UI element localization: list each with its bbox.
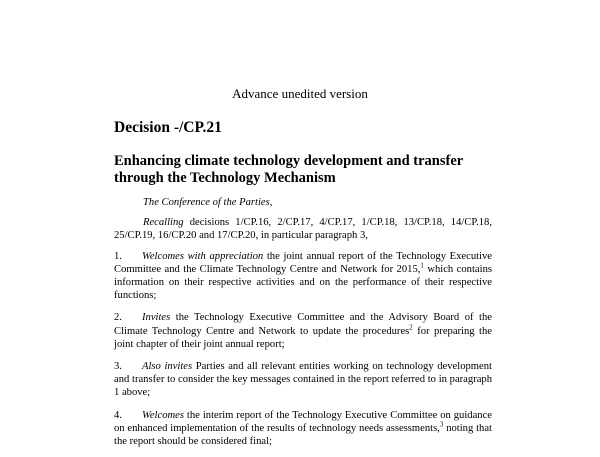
paragraph-lead: Invites [142,312,171,324]
paragraph-lead: Also invites [142,361,193,373]
paragraph-1 [114,250,492,303]
paragraph-number: 1. [114,250,122,262]
footnote-ref[interactable]: 3 [439,420,444,429]
paragraph-lead: Welcomes with appreciation [142,250,264,262]
version-label: Advance unedited version [232,86,368,101]
decision-title: Enhancing climate technology development and transfer through the Technology Mechanism [114,153,463,186]
footnote-ref[interactable]: 1 [420,261,424,270]
paragraph-text: noting that the report should be considered final; [114,422,492,448]
paragraph-lead: Welcomes [142,409,184,421]
paragraph-3 [114,360,492,400]
paragraph-number: 2. [114,312,122,324]
paragraph-text: the Technology Executive Committee and the Advisory Board of the Climate Technology Centre and Network to update the procedures [114,312,492,337]
paragraph-text: the joint annual report of the Technology Executive Committee and the Climate Technology Centre and Network for 2015, [114,250,492,275]
recalling-text: decisions 1/CP.16, 2/CP.17, 4/CP.17, 1/CP.18, 13/CP.18, 14/CP.18, 25/CP.19, 16/CP.20 and 17/CP.20, in particular paragraph 3, [114,217,492,242]
paragraph-text: which contains information on their respective activities and on the performance of their respective functions; [114,263,492,302]
preamble-conference [114,196,492,209]
paragraph-number: 3. [114,361,122,373]
paragraph-number: 4. [114,409,122,421]
preamble-recalling [114,216,492,242]
paragraph-2 [114,311,492,351]
paragraph-text: the interim report of the Technology Executive Committee on guidance on enhanced implementation of the results of technology needs assessments, [114,409,492,434]
paragraph-text: for preparing the joint chapter of their joint annual report; [114,325,492,350]
paragraph-text: Parties and all relevant entities working on technology development and transfer to consider the key messages contained in the report referred to in paragraph 1 above; [114,361,492,399]
decision-number: Decision -/CP.21 [114,119,222,136]
footnote-ref[interactable]: 2 [409,323,413,332]
document-body [114,196,492,457]
paragraph-4 [114,409,492,449]
recalling-lead: Recalling [143,217,184,229]
conference-text: The Conference of the Parties, [143,197,273,208]
